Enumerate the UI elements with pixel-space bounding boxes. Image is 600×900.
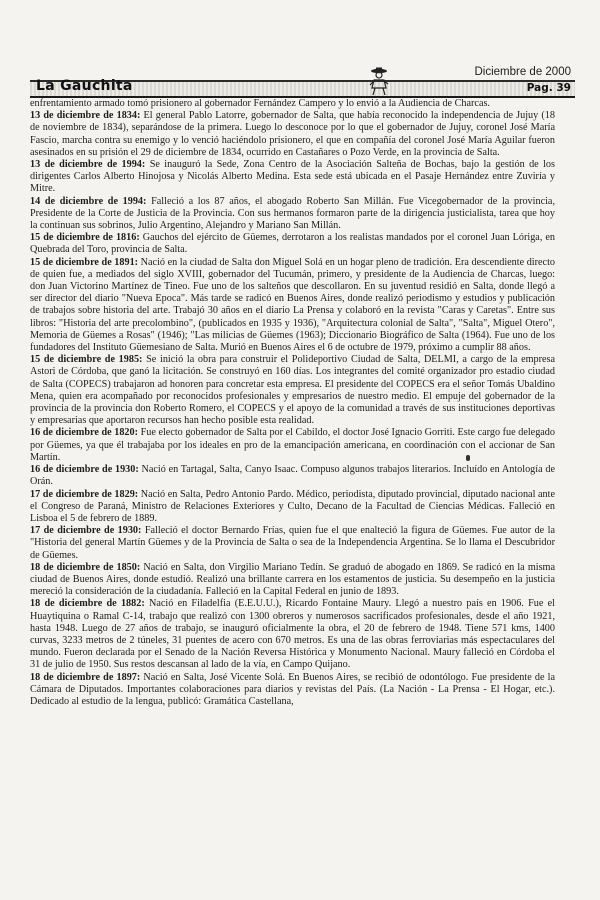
entry-text: Se inició la obra para construir el Polideportivo Ciudad de Salta, DELMI, a cargo de la empresa Astori de Córdoba, que ganó la licitación. Se construyó en 160 días. Los integrantes del comité organizador pro estadio ciudad de Salta (COPECS) trabajaron ad honoren para concretar esta empresa. El presidente del COPECS era el señor Tomás Ubaldino Mena, quien era acompañado por reconocidos profesionales y empresarios de nuestro medio. El empuje del gobernador de la provincia de la provincia don Roberto Romero, el COPECS y el apoyo de la comunidad a través de sus instituciones deportivas y empresarias que aportaron recursos han hecho posible esta realidad.	[30, 354, 556, 427]
entry-paragraph	[30, 159, 555, 196]
entry-date: 15 de diciembre de 1891:	[30, 256, 139, 268]
entry-date: 15 de diciembre de 1816:	[30, 232, 140, 244]
entry-text: Nació en Filadelfia (E.E.U.U.), Ricardo Fontaine Maury. Llegó a nuestro país en 1906. Fue el Huaytiquina o Ramal C-14, trabajo que realizó con 1300 obreros y numerosos sacrificados profesionales, desde el año 1921, hasta 1948. Luego de 27 años de trabajo, se inauguró oficialmente la obra, el 20 de febrero de 1948. Tiene 571 kms, 1400 curvas, 3233 metros de 2 túneles, 31 puentes de acero con 670 metros. Es una de las obras ferroviarias más espectaculares del mundo. Fueron declarada por el Senado de la Nación Reversa Histórica y Monumento Nacional. Maury falleció en Córdoba el 31 de julio de 1950. Sus restos descansan al lado de la vía, en Campo Quijano.	[30, 598, 555, 671]
entry-date: 16 de diciembre de 1820:	[30, 427, 139, 439]
entry-text: Gauchos del ejército de Güemes, derrotaron a los realistas mandados por el coronel Juan Lóriga, en Quebrada del Toro, provincia de Salta.	[30, 232, 555, 256]
entry-paragraph	[30, 354, 555, 427]
entry-text: Falleció el doctor Bernardo Frías, quien fue el que enalteció la figura de Güemes. Fue autor de la "Historia del general Martín Güemes y de la Provincia de Salta o sea de la Independencia Argentina. Se lo llama el Descubridor de Güemes.	[30, 525, 555, 561]
entry-date: 13 de diciembre de 1994:	[30, 159, 146, 171]
entry-text: Se inauguró la Sede, Zona Centro de la Asociación Salteña de Bochas, bajo la gestión de los dirigentes Carlos Alberto Hinojosa y Nicolás Alberto Medina. Esta sede está ubicada en el Pasaje Hernández entre Zuviría y Mitre.	[30, 159, 555, 195]
print-speck	[466, 455, 470, 461]
entry-text: Nació en la ciudad de Salta don Miguel Solá en un hogar pleno de tradición. Era descendiente directo de quien fue, a mediados del siglo XVIII, gobernador del Tucumán, primero, y presidente de la Audiencia de Charcas, luego: don Juan Victorino Martínez de Tineo. Fue uno de los salteños que descollaron. En su juventud residió en Salta, donde llegó a ser director del diario "Nueva Epoca". Más tarde se radicó en Buenos Aires, donde realizó periodismo y estudios y publicación de trabajos sobre historia del arte. Trabajó 30 años en el diario La Prensa y colaboró en la revista "Caras y Caretas". Entre sus libros: "Historia del arte precolombino", (publicados en 1935 y 1936), "Arquitectura colonial de Salta", "Salta", Miguel Otero", Memoria de Güemes a Rosas" (1946); "Las milicias de Güemes (1963); Diccionario Biográfico de Salta (1964). Fue uno de los fundadores del Instituto Güemesiano de Salta. Murió en Buenos Aires el 6 de octubre de 1979, próximo a cumplir 88 años.	[30, 256, 555, 354]
entry-date: 17 de diciembre de 1930:	[30, 525, 142, 537]
entry-date: 18 de diciembre de 1897:	[30, 671, 141, 683]
entry-text: Nació en Salta, José Vicente Solá. En Buenos Aires, se recibió de odontólogo. Fue presidente de la Cámara de Diputados. Importantes colaboraciones para diarios y revistas del País. (La Nación - La Prensa - El Hogar, etc.). Dedicado al estudio de la lengua, publicó: Gramática Castellana,	[30, 671, 555, 707]
entry-paragraph	[30, 489, 555, 526]
entry-date: 15 de diciembre de 1985:	[30, 354, 143, 366]
entry-date: 18 de diciembre de 1850:	[30, 561, 141, 573]
entry-text: Nació en Tartagal, Salta, Canyo Isaac. Compuso algunos trabajos literarios. Incluído en Antología de Orán.	[30, 464, 555, 488]
entry-date: 14 de diciembre de 1994:	[30, 195, 147, 207]
entry-paragraph	[30, 525, 555, 562]
entry-text: El general Pablo Latorre, gobernador de Salta, que había reconocido la independencia de Jujuy (18 de noviembre de 1834), separándose de la primera. Luego lo desconoce por lo que el gobernador de Jujuy, coronel José María Fascio, marcha contra su enemigo y lo venció haciéndolo prisionero, el que en compañía del coronel José María Aguilar fueron asesinados en su prisión el 29 de diciembre de 1834, ocurrido en Castañares o Pozo Verde, en la provincia de Salta.	[30, 110, 555, 158]
entry-text: enfrentamiento armado tomó prisionero al gobernador Fernández Campero y lo envió a la Audiencia de Charcas.	[30, 98, 490, 109]
entry-paragraph	[30, 232, 555, 256]
issue-date: Diciembre de 2000	[474, 66, 571, 78]
entry-date: 13 de diciembre de 1834:	[30, 110, 141, 122]
entry-paragraph	[30, 464, 555, 488]
entry-paragraph	[30, 257, 555, 355]
page-number: Pag. 39	[526, 82, 571, 94]
entry-date: 16 de diciembre de 1930:	[30, 464, 139, 476]
entry-date: 17 de diciembre de 1829:	[30, 488, 139, 500]
entry-paragraph	[30, 598, 555, 671]
entry-date: 18 de diciembre de 1882:	[30, 598, 145, 610]
entry-paragraph	[30, 427, 555, 464]
entry-paragraph	[30, 110, 555, 159]
entry-paragraph	[30, 98, 555, 110]
entry-text: Fue electo gobernador de Salta por el Cabildo, el doctor José Ignacio Gorriti. Este cargo fue delegado por Güemes, ya que él trabajaba por los ideales en pro de la emancipación americana, en coordinación con el accionar de San Martín.	[30, 427, 555, 463]
entry-text: Nació en Salta, don Virgilio Mariano Tedín. Se graduó de abogado en 1869. Se radicó en la misma ciudad de Buenos Aires, donde estudió. Realizó una brillante carrera en los estamentos de justicia. Su desempeño en la justicia mereció la consideración de la ciudadanía. Falleció en la Capital Federal en junio de 1893.	[30, 561, 555, 598]
article-body	[30, 98, 555, 708]
gaucho-figure-icon	[368, 66, 390, 96]
entry-paragraph	[30, 196, 555, 233]
entry-paragraph	[30, 672, 555, 709]
entry-text: Nació en Salta, Pedro Antonio Pardo. Médico, periodista, diputado provincial, diputado nacional ante el Congreso de Paraná, Ministro de Relaciones Exteriores y Culto, Decano de la Facultad de Ciencias Médicas. Falleció en Lisboa el 5 de febrero de 1889.	[30, 488, 555, 524]
entry-paragraph	[30, 562, 555, 599]
page-header	[30, 66, 575, 98]
magazine-brand: La Gauchita	[36, 78, 133, 94]
entry-text: Falleció a los 87 años, el abogado Roberto San Millán. Fue Vicegobernador de la provincia, Presidente de la Corte de Justicia de la Provincia. Con sus hermanos formaron parte de la dirigencia justicialista, tarea que hoy la continuan sus sobrinos, Julio Argentino, Alejandro y Mariano San Millán.	[30, 195, 555, 232]
